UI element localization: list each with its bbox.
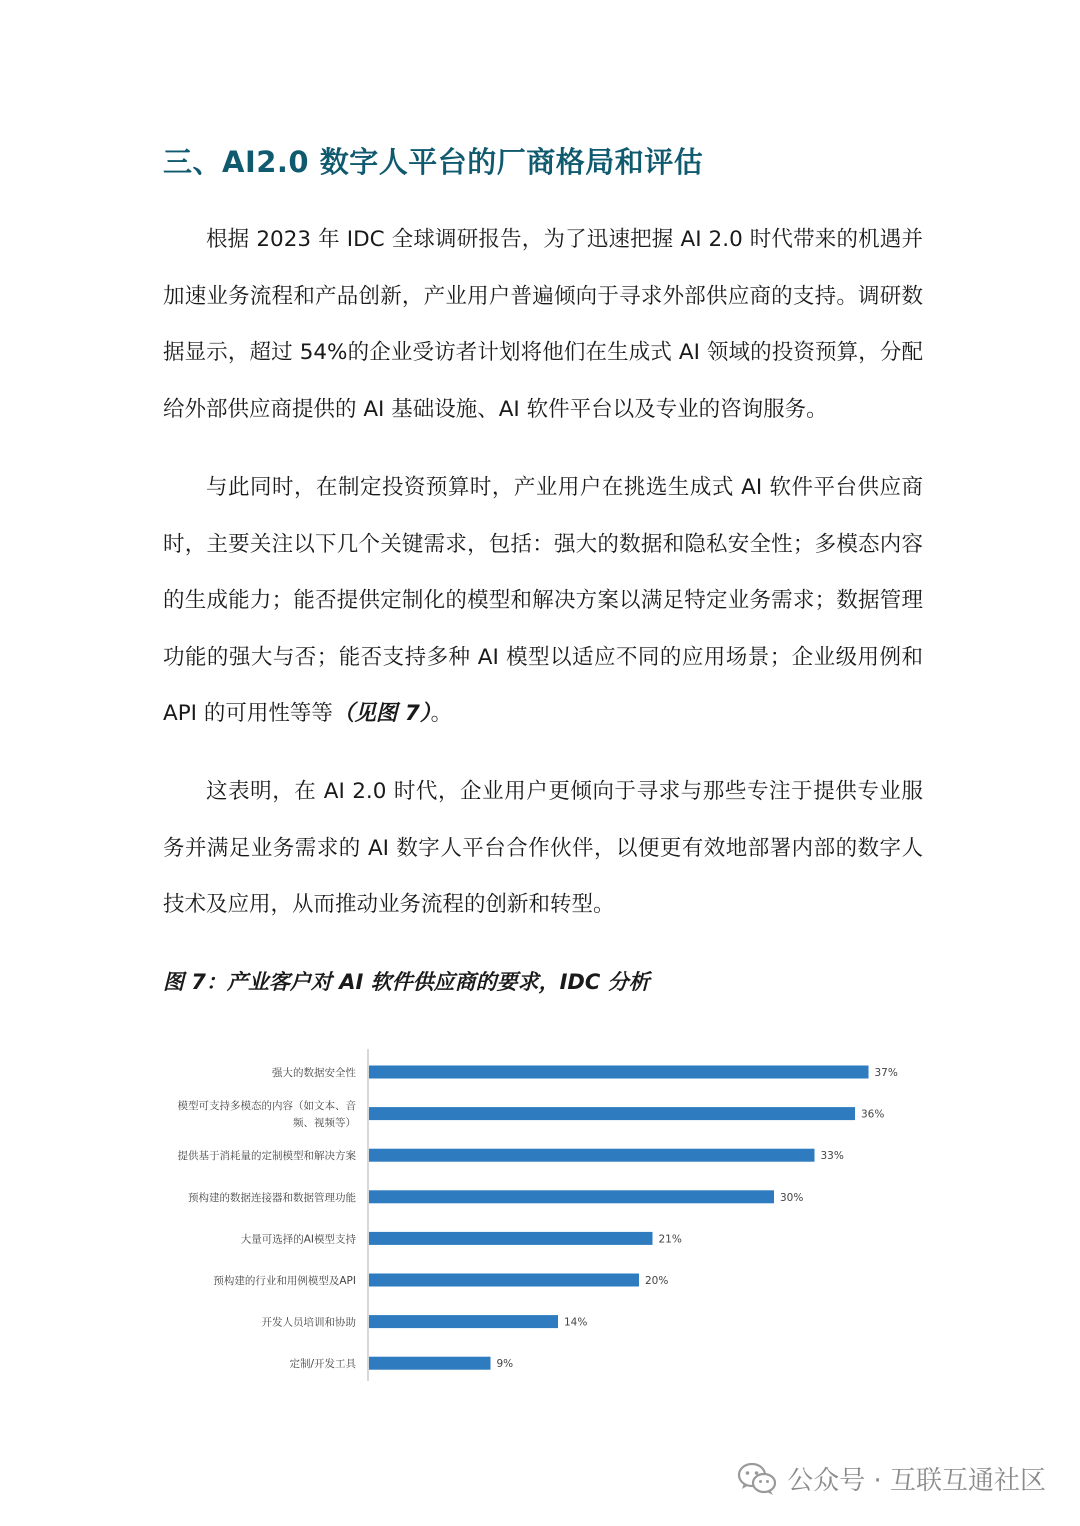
category-label: 预构建的数据连接器和数据管理功能 xyxy=(188,1191,356,1204)
bar xyxy=(369,1274,639,1287)
watermark-text: 公众号 · 互联互通社区 xyxy=(787,1466,1046,1496)
bar-value-label: 21% xyxy=(658,1233,682,1246)
bar xyxy=(369,1066,869,1079)
category-label: 开发人员培训和协助 xyxy=(261,1316,356,1329)
category-label: 大量可选择的AI模型支持 xyxy=(240,1233,356,1246)
category-label: 定制/开发工具 xyxy=(289,1358,356,1371)
bar-value-label: 36% xyxy=(861,1108,885,1121)
bar xyxy=(369,1357,491,1370)
bar xyxy=(369,1190,774,1203)
paragraph-2-text: 与此同时，在制定投资预算时，产业用户在挑选生成式 AI 软件平台供应商时，主要关注以下几个关键需求，包括：强大的数据和隐私安全性；多模态内容的生成能力；能否提供定制化的模型和解决方案以满足特定业务需求；数据管理功能的强大与否；能否支持多种 AI 模型以适应不同的应用场景；企业级用例和 API 的可用性等等 xyxy=(163,475,923,726)
watermark xyxy=(737,1460,1046,1497)
bar-value-label: 20% xyxy=(645,1275,669,1287)
paragraph-2-end: 。 xyxy=(430,701,453,726)
bar-chart xyxy=(160,1045,920,1390)
bar xyxy=(369,1149,815,1162)
bar-chart-svg xyxy=(160,1045,920,1390)
bar-value-label: 33% xyxy=(820,1150,844,1163)
figure-reference: （见图 7） xyxy=(332,701,431,726)
bar-value-label: 9% xyxy=(496,1358,514,1371)
category-label: 提供基于消耗量的定制模型和解决方案 xyxy=(177,1150,356,1163)
bar xyxy=(369,1107,855,1120)
bar xyxy=(369,1232,653,1245)
paragraph-2 xyxy=(163,460,923,743)
section-title: 三、AI2.0 数字人平台的厂商格局和评估 xyxy=(163,145,704,179)
bar xyxy=(369,1315,558,1328)
category-label: 频、视频等） xyxy=(293,1117,356,1130)
bar-value-label: 37% xyxy=(874,1067,898,1079)
category-label: 预构建的行业和用例模型及API xyxy=(213,1275,356,1287)
figure-title: 图 7：产业客户对 AI 软件供应商的要求，IDC 分析 xyxy=(163,970,650,994)
bar-value-label: 14% xyxy=(564,1316,588,1329)
category-label: 强大的数据安全性 xyxy=(272,1067,356,1079)
bar-value-label: 30% xyxy=(780,1191,804,1204)
wechat-icon xyxy=(737,1462,777,1496)
paragraph-3: 这表明，在 AI 2.0 时代，企业用户更倾向于寻求与那些专注于提供专业服务并满足业务需求的 AI 数字人平台合作伙伴，以便更有效地部署内部的数字人技术及应用，从而推动业务流程的创新和转型。 xyxy=(163,779,923,917)
paragraph-1: 根据 2023 年 IDC 全球调研报告，为了迅速把握 AI 2.0 时代带来的机遇并加速业务流程和产品创新，产业用户普遍倾向于寻求外部供应商的支持。调研数据显示，超过 54%的企业受访者计划将他们在生成式 AI 领域的投资预算，分配给外部供应商提供的 AI 基础设施、AI 软件平台以及专业的咨询服务。 xyxy=(163,227,923,422)
category-label: 模型可支持多模态的内容（如文本、音 xyxy=(177,1100,356,1113)
